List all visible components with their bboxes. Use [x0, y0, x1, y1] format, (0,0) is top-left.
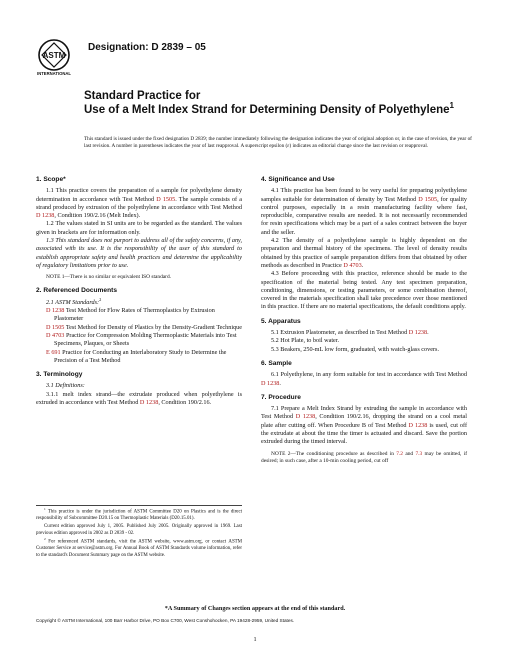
- summary-note: *A Summary of Changes section appears at the end of this standard.: [164, 605, 346, 612]
- left-column: [36, 176, 242, 407]
- link-d1505[interactable]: D 1505: [156, 195, 176, 203]
- link-d1238[interactable]: D 1238: [36, 212, 55, 220]
- document-title: [84, 90, 464, 117]
- copyright: Copyright © ASTM International, 100 Barr Harbor Drive, PO Box C700, West Conshohocken, PA 19428-2959, United States.: [36, 618, 295, 623]
- svg-text:ASTM: ASTM: [42, 51, 66, 60]
- para-5-1: 5.1 Extrusion Plastometer, as described in Test Method D 1238.: [271, 329, 429, 337]
- para-2-1: 2.1 ASTM Standards:$^2$: [46, 296, 102, 306]
- link-ref-e691[interactable]: E 691: [46, 348, 61, 356]
- para-6-1: 6.1 Polyethylene, in any form suitable for test in accordance with Test Method D 1238.: [261, 371, 467, 387]
- para-3-1-1: 3.1.1 melt index strand—the extrudate produced when polyethylene is extruded in accordance with Test Method D 1238, Condition 190/2.16.: [36, 390, 242, 407]
- right-column: [261, 176, 467, 465]
- section-heading-procedure: 7. Procedure: [261, 393, 301, 401]
- link-d1238[interactable]: D 1238: [261, 379, 280, 387]
- para-7-1: 7.1 Prepare a Melt Index Strand by extruding the sample in accordance with Test Method D 1238, Condition 190/2.16, dropping the strand on a cool metal plate after cutting off. When Procedure B of Test Method D 1238 is used, cut off the extrudate at about the time the timer is actuated and discard. Save the portion extruded during the timed interval.: [261, 405, 468, 446]
- link-d1238[interactable]: D 1238: [139, 399, 159, 407]
- title-line2: Use of a Melt Index Strand for Determining Density of Polyethylene$^1$: [84, 100, 454, 116]
- link-d1505[interactable]: D 1505: [418, 195, 438, 203]
- link-ref-d1238[interactable]: D 1238: [46, 307, 65, 315]
- footnote-1: $^1$ This practice is under the jurisdiction of ASTM Committee D20 on Plastics and is the direct responsibility of Subcommittee D20.15 on Thermoplastic Materials (D20.15.01).: [36, 507, 242, 522]
- link-7-2[interactable]: 7.2: [396, 450, 404, 457]
- note-2: NOTE 2—The conditioning procedure as described in 7.2 and 7.3 may be omitted, if desired; in such case, after a 10-min cooling period, cut off: [261, 450, 467, 464]
- link-d1238[interactable]: D 1238: [408, 329, 428, 337]
- link-ref-d4703[interactable]: D 4703: [46, 331, 65, 339]
- designation: Designation: D 2839 – 05: [88, 42, 206, 53]
- link-ref-d1505[interactable]: D 1505: [46, 323, 65, 331]
- para-1-1: 1.1 This practice covers the preparation of a sample for polyethylene density determination in accordance with Test Method D 1505. The sample consists of a strand produced by extrusion of the polyethylene in accordance with Test Method D 1238, Condition 190/2.16 (Melt Index).: [36, 187, 243, 220]
- para-4-1: 4.1 This practice has been found to be very useful for preparing polyethylene samples suitable for determination of density by Test Method D 1505, for quality control purposes, especially in a resin manufacturing facility where fast, reproducible, comparative results are needed. It is not necessarily recommended for resin specifications which may be a part of a sales contract between the buyer and the seller.: [261, 187, 468, 236]
- section-heading-terminology: 3. Terminology: [36, 371, 83, 379]
- section-heading-scope: 1. Scope*: [36, 176, 66, 183]
- ref-e691: E 691 Practice for Conducting an Interlaboratory Study to Determine the Precision of a Test Method: [46, 348, 227, 364]
- issued-note: This standard is issued under the fixed designation D 2839; the number immediately following the designation indicates the year of original adoption or, in the case of revision, the year of last revision. A number in parentheses indicates the year of last reapproval. A superscript epsilon (ε) indicates an editorial change since the last revision or reapproval.: [84, 136, 472, 150]
- logo-caption: INTERNATIONAL: [37, 71, 71, 76]
- para-4-2: 4.2 The density of a polyethylene sample is highly dependent on the preparation and thermal history of the specimens. The level of density results obtained by this practice of sample preparation differs from that obtained by other methods as described in Practice D 4703.: [261, 237, 467, 269]
- footnote-1b: Current edition approved July 1, 2005. Published July 2005. Originally approved in 1969. Last previous edition approved in 2002 as D 2839 - 02.: [36, 524, 242, 536]
- ref-d1238: D 1238 Test Method for Flow Rates of Thermoplastics by Extrusion Plastometer: [46, 307, 215, 323]
- para-1-3: 1.3 This standard does not purport to address all of the safety concerns, if any, associated with its use. It is the responsibility of the user of this standard to establish appropriate safety and health practices and determine the applicability of regulatory limitations prior to use.: [36, 237, 242, 269]
- link-d1238-b[interactable]: D 1238: [408, 421, 428, 429]
- para-5-2: 5.2 Hot Plate, to boil water.: [271, 337, 340, 345]
- section-heading-sample: 6. Sample: [261, 359, 292, 367]
- ref-d4703: D 4703 Practice for Compression Molding Thermoplastic Materials into Test Specimens, Plaques, or Sheets: [46, 331, 237, 348]
- section-heading-referenced: 2. Referenced Documents: [36, 287, 117, 295]
- section-heading-significance: 4. Significance and Use: [261, 176, 335, 183]
- para-3-1: 3.1 Definitions:: [46, 382, 85, 390]
- link-7-3[interactable]: 7.3: [415, 450, 423, 457]
- para-1-2: 1.2 The values stated in SI units are to be regarded as the standard. The values given in brackets are for information only.: [36, 220, 242, 236]
- title-line1: Standard Practice for: [84, 90, 201, 102]
- note-1: NOTE 1—There is no similar or equivalent ISO standard.: [46, 274, 172, 281]
- astm-logo: [34, 37, 74, 77]
- link-d1238[interactable]: D 1238: [295, 413, 316, 421]
- footnote-2: $^2$ For referenced ASTM standards, visit the ASTM website, www.astm.org, or contact ASTM Customer Service at service@astm.org. For Annual Book of ASTM Standards volume information, refer to the standard's Document Summary page on the ASTM website.: [36, 537, 242, 558]
- ref-d1505: D 1505 Test Method for Density of Plastics by the Density-Gradient Technique: [46, 323, 243, 331]
- para-5-3: 5.3 Beakers, 250-mL low form, graduated, with watch-glass covers.: [271, 345, 439, 353]
- para-4-3: 4.3 Before proceeding with this practice, reference should be made to the specification of the material being tested. Any test specimen preparation, conditioning, dimensions, or testing parameters, or some combination thereof, covered in the materials specification shall take precedence over those mentioned in this practice. If there are no material specifications, the default conditions apply.: [261, 270, 467, 311]
- page-number: 1: [253, 636, 257, 643]
- footnotes: [36, 505, 242, 561]
- link-d4703[interactable]: D 4703: [343, 261, 362, 269]
- section-heading-apparatus: 5. Apparatus: [261, 317, 301, 325]
